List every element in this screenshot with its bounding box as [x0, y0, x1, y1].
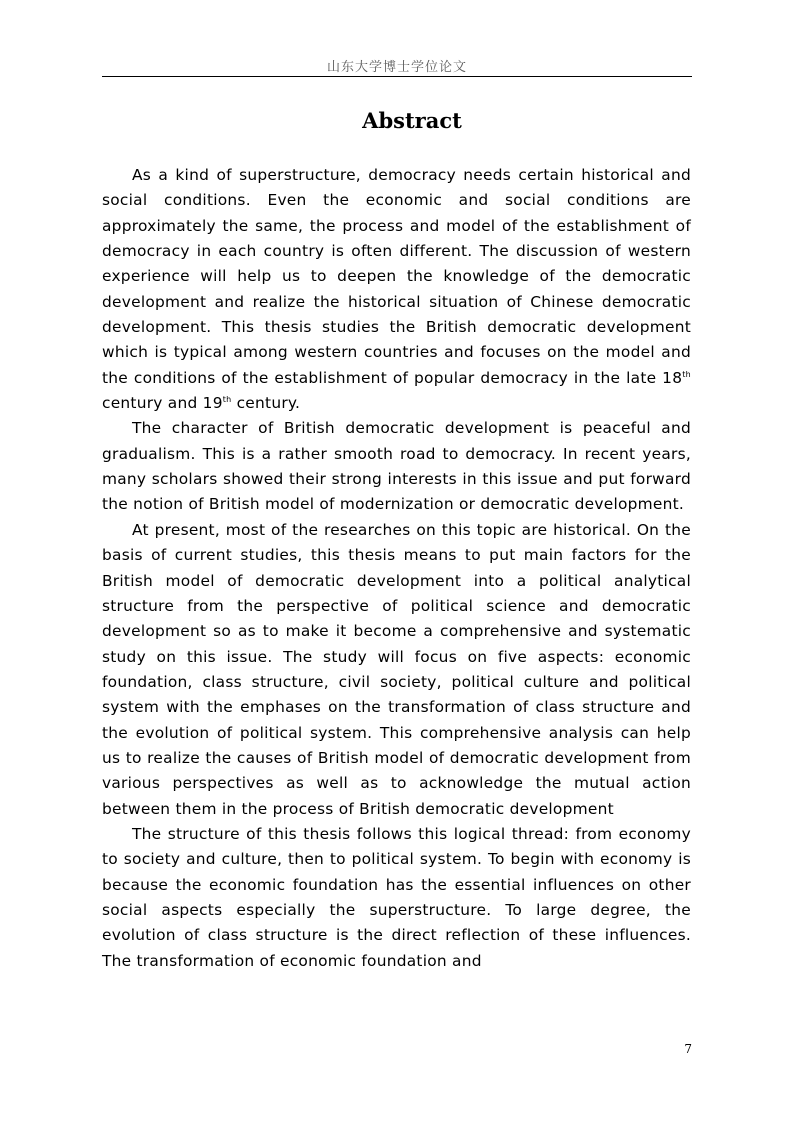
header-rule — [102, 76, 692, 77]
paragraph-3: At present, most of the researches on this topic are historical. On the basis of current studies, this thesis means to put main factors for the British model of democratic development into a political analytical structure from the perspective of political science and democratic development so as to make it become a comprehensive and systematic study on this issue. The study will focus on five aspects: economic foundation, class structure, civil society, political culture and political system with the emphases on the transformation of class structure and the evolution of political system. This comprehensive analysis can help us to realize the causes of British model of democratic development from various perspectives as well as to acknowledge the mutual action between them in the process of British democratic development — [102, 520, 691, 818]
paragraph-4: The structure of this thesis follows this logical thread: from economy to society and culture, then to political system. To begin with economy is because the economic foundation has the essential influences on other social aspects especially the superstructure. To large degree, the evolution of class structure is the direct reflection of these influences. The transformation of economic foundation and — [102, 824, 691, 970]
abstract-body — [102, 163, 691, 974]
superscript-th: th — [222, 395, 232, 405]
paragraph-1 — [102, 163, 691, 416]
paragraph-1-text: As a kind of superstructure, democracy needs certain historical and social conditions. Even the economic and social conditions are approximately the same, the process and model of the establishment of democracy in each country is often different. The discussion of western experience will help us to deepen the knowledge of the democratic development and realize the historical situation of Chinese democratic development. This thesis studies the British democratic development which is typical among western countries and focuses on the model and the conditions of the establishment of popular democracy in the late 18 — [102, 166, 691, 387]
running-header: 山东大学博士学位论文 — [326, 60, 467, 75]
paragraph-1-text-continued: century and 19 — [102, 394, 223, 413]
superscript-th: th — [682, 369, 691, 379]
paragraph-2: The character of British democratic development is peaceful and gradualism. This is a rather smooth road to democracy. In recent years, many scholars showed their strong interests in this issue and put forward the notion of British model of modernization or democratic development. — [102, 419, 691, 514]
page-number: 7 — [684, 1042, 692, 1056]
paragraph-1-text-end: century. — [231, 394, 301, 413]
abstract-title: Abstract — [362, 108, 462, 133]
